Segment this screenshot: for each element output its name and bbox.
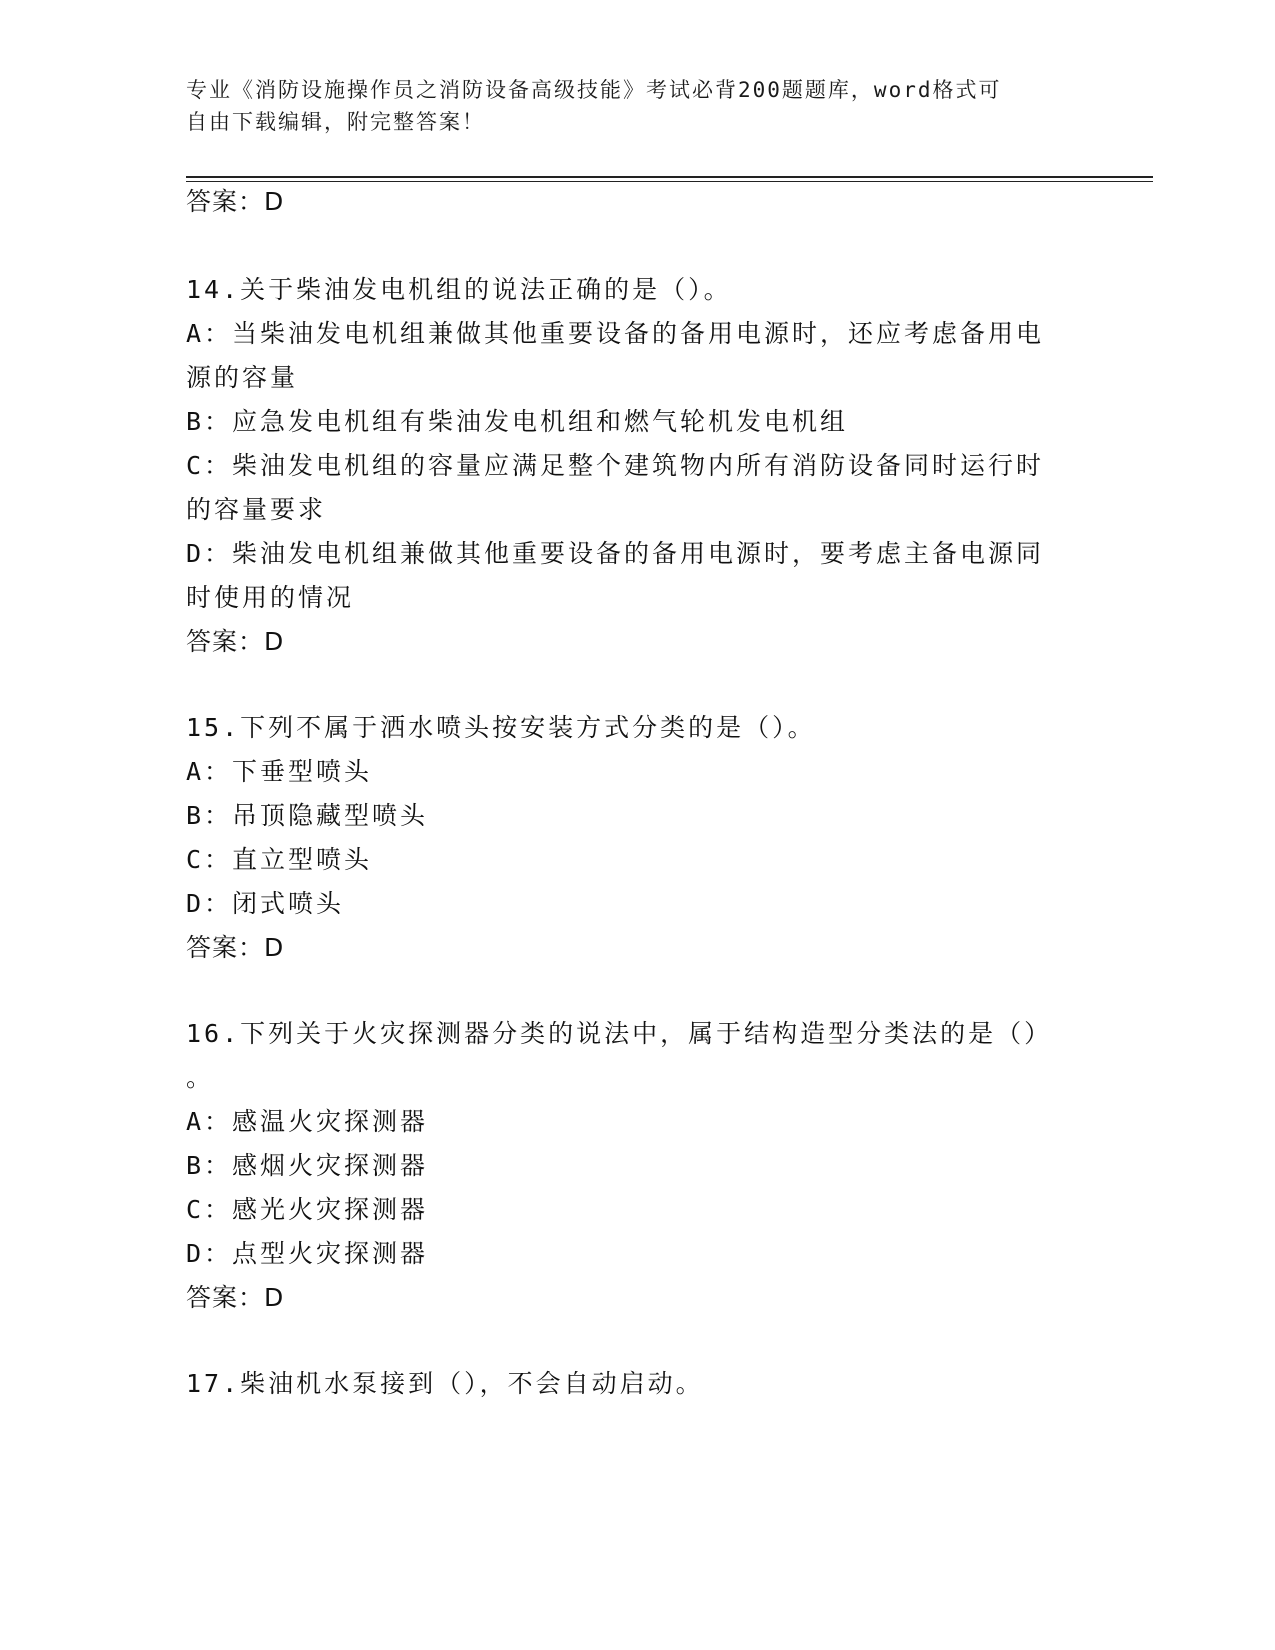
page-header bbox=[186, 74, 1066, 138]
question-15-option-d: D：闭式喷头 bbox=[186, 889, 345, 918]
header-line-2: 自由下载编辑，附完整答案！ bbox=[186, 110, 485, 134]
question-14-option-a: A：当柴油发电机组兼做其他重要设备的备用电源时，还应考虑备用电 bbox=[186, 319, 1045, 348]
question-15-stem: 15.下列不属于洒水喷头按安装方式分类的是（）。 bbox=[186, 713, 816, 742]
header-rule-thin bbox=[186, 181, 1153, 182]
question-17-stem: 17.柴油机水泵接到（），不会自动启动。 bbox=[186, 1369, 704, 1398]
question-14-option-c-cont: 的容量要求 bbox=[186, 495, 327, 524]
question-16-stem: 16.下列关于火灾探测器分类的说法中，属于结构造型分类法的是（） bbox=[186, 1019, 1053, 1048]
question-14-option-a-cont: 源的容量 bbox=[186, 363, 299, 392]
question-15-answer: 答案：D bbox=[186, 933, 285, 962]
question-14-option-d-cont: 时使用的情况 bbox=[186, 583, 355, 612]
question-14-option-d: D：柴油发电机组兼做其他重要设备的备用电源时，要考虑主备电源同 bbox=[186, 539, 1045, 568]
question-15-option-c: C：直立型喷头 bbox=[186, 845, 373, 874]
question-16-option-a: A：感温火灾探测器 bbox=[186, 1107, 429, 1136]
question-15-option-a: A：下垂型喷头 bbox=[186, 757, 373, 786]
previous-answer: 答案：D bbox=[186, 187, 285, 216]
question-14-stem: 14.关于柴油发电机组的说法正确的是（）。 bbox=[186, 275, 732, 304]
question-16-stem-cont: 。 bbox=[186, 1063, 215, 1092]
question-15-option-b: B：吊顶隐藏型喷头 bbox=[186, 801, 429, 830]
question-14-option-c: C：柴油发电机组的容量应满足整个建筑物内所有消防设备同时运行时 bbox=[186, 451, 1045, 480]
question-16-option-b: B：感烟火灾探测器 bbox=[186, 1151, 429, 1180]
question-16-option-d: D：点型火灾探测器 bbox=[186, 1239, 429, 1268]
question-16-answer: 答案：D bbox=[186, 1283, 285, 1312]
question-16-option-c: C：感光火灾探测器 bbox=[186, 1195, 429, 1224]
header-rule-thick bbox=[186, 176, 1153, 178]
question-14-option-b: B：应急发电机组有柴油发电机组和燃气轮机发电机组 bbox=[186, 407, 849, 436]
header-line-1: 专业《消防设施操作员之消防设备高级技能》考试必背200题题库，word格式可 bbox=[186, 78, 1002, 102]
question-14-answer: 答案：D bbox=[186, 627, 285, 656]
